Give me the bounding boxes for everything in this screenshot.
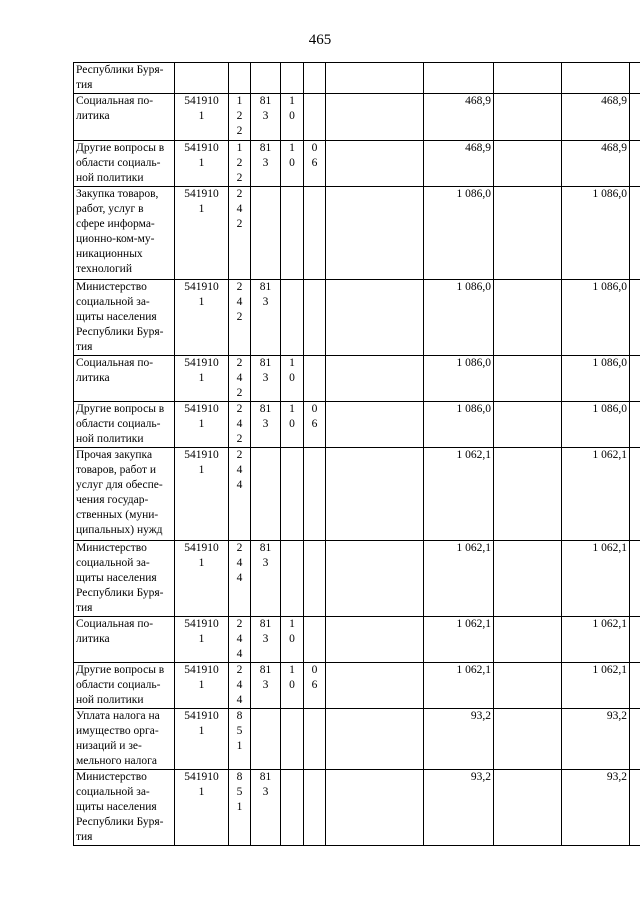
department-code (251, 187, 281, 280)
total-amount: 1 086,0 (424, 402, 494, 448)
subsection-code (304, 187, 326, 280)
empty-column (494, 709, 562, 770)
empty-column (630, 280, 640, 356)
target-article-code: 541910 1 (175, 770, 229, 846)
expense-type-code: 2 4 4 (229, 617, 251, 663)
empty-column (494, 448, 562, 541)
table-row (74, 617, 640, 663)
section-code (281, 187, 304, 280)
expense-type-code: 2 4 2 (229, 402, 251, 448)
empty-column (494, 280, 562, 356)
table-row (74, 709, 640, 770)
subsection-code (304, 280, 326, 356)
expense-type-code: 8 5 1 (229, 770, 251, 846)
table-row (74, 141, 640, 187)
target-article-code: 541910 1 (175, 448, 229, 541)
total-amount: 1 062,1 (424, 617, 494, 663)
target-article-code: 541910 1 (175, 402, 229, 448)
section-code: 1 0 (281, 663, 304, 709)
department-code: 81 3 (251, 617, 281, 663)
empty-column (326, 280, 424, 356)
empty-column (326, 541, 424, 617)
table-row (74, 356, 640, 402)
empty-column (494, 541, 562, 617)
total-amount: 1 086,0 (424, 280, 494, 356)
empty-column (326, 141, 424, 187)
section-code: 1 0 (281, 141, 304, 187)
table-row (74, 663, 640, 709)
amount: 1 086,0 (562, 402, 630, 448)
table-row (74, 448, 640, 541)
empty-column (326, 94, 424, 141)
total-amount: 468,9 (424, 141, 494, 187)
row-name: Социальная по- литика (74, 94, 175, 141)
amount: 1 086,0 (562, 280, 630, 356)
target-article-code: 541910 1 (175, 94, 229, 141)
empty-column (630, 770, 640, 846)
total-amount: 93,2 (424, 709, 494, 770)
section-code: 1 0 (281, 402, 304, 448)
total-amount: 1 086,0 (424, 187, 494, 280)
department-code: 81 3 (251, 541, 281, 617)
section-code: 1 0 (281, 617, 304, 663)
department-code: 81 3 (251, 280, 281, 356)
expense-type-code: 2 4 2 (229, 187, 251, 280)
amount: 1 086,0 (562, 356, 630, 402)
empty-column (494, 770, 562, 846)
department-code: 81 3 (251, 663, 281, 709)
target-article-code (175, 63, 229, 94)
empty-column (494, 402, 562, 448)
section-code (281, 770, 304, 846)
amount: 468,9 (562, 141, 630, 187)
expense-type-code: 2 4 2 (229, 356, 251, 402)
empty-column (630, 356, 640, 402)
empty-column (494, 356, 562, 402)
department-code: 81 3 (251, 141, 281, 187)
total-amount: 1 062,1 (424, 448, 494, 541)
subsection-code (304, 770, 326, 846)
empty-column (326, 709, 424, 770)
table-row (74, 541, 640, 617)
total-amount: 468,9 (424, 94, 494, 141)
empty-column (326, 402, 424, 448)
empty-column (630, 709, 640, 770)
department-code: 81 3 (251, 770, 281, 846)
department-code: 81 3 (251, 402, 281, 448)
empty-column (494, 94, 562, 141)
target-article-code: 541910 1 (175, 187, 229, 280)
row-name: Прочая закупка товаров, работ и услуг для обеспе- чения государ- ственных (муни- ципальных) нужд (74, 448, 175, 541)
section-code (281, 541, 304, 617)
subsection-code (304, 63, 326, 94)
department-code (251, 63, 281, 94)
empty-column (630, 541, 640, 617)
row-name: Уплата налога на имущество орга- низаций и зе- мельного налога (74, 709, 175, 770)
empty-column (630, 141, 640, 187)
empty-column (630, 187, 640, 280)
expense-type-code: 1 2 2 (229, 94, 251, 141)
amount: 468,9 (562, 94, 630, 141)
section-code: 1 0 (281, 356, 304, 402)
row-name: Другие вопросы в области социаль- ной политики (74, 141, 175, 187)
empty-column (494, 187, 562, 280)
empty-column (494, 617, 562, 663)
expense-type-code (229, 63, 251, 94)
row-name: Министерство социальной за- щиты населения Республики Буря- тия (74, 770, 175, 846)
empty-column (326, 663, 424, 709)
section-code (281, 709, 304, 770)
table-row (74, 280, 640, 356)
row-name: Социальная по- литика (74, 617, 175, 663)
amount: 1 086,0 (562, 187, 630, 280)
amount (562, 63, 630, 94)
subsection-code (304, 94, 326, 141)
empty-column (630, 94, 640, 141)
expense-type-code: 2 4 4 (229, 541, 251, 617)
amount: 93,2 (562, 709, 630, 770)
empty-column (494, 663, 562, 709)
empty-column (630, 402, 640, 448)
total-amount: 1 062,1 (424, 541, 494, 617)
row-name: Закупка товаров, работ, услуг в сфере информа- ционно-ком-му- никационных технологий (74, 187, 175, 280)
department-code (251, 448, 281, 541)
amount: 93,2 (562, 770, 630, 846)
empty-column (326, 448, 424, 541)
section-code (281, 63, 304, 94)
department-code: 81 3 (251, 356, 281, 402)
section-code (281, 448, 304, 541)
total-amount (424, 63, 494, 94)
empty-column (326, 356, 424, 402)
subsection-code (304, 541, 326, 617)
row-name: Министерство социальной за- щиты населения Республики Буря- тия (74, 541, 175, 617)
empty-column (494, 141, 562, 187)
amount: 1 062,1 (562, 448, 630, 541)
subsection-code: 0 6 (304, 402, 326, 448)
subsection-code: 0 6 (304, 141, 326, 187)
row-name: Социальная по- литика (74, 356, 175, 402)
page-number: 465 (308, 32, 332, 48)
target-article-code: 541910 1 (175, 663, 229, 709)
subsection-code (304, 617, 326, 663)
amount: 1 062,1 (562, 663, 630, 709)
expense-type-code: 8 5 1 (229, 709, 251, 770)
empty-column (326, 187, 424, 280)
empty-column (630, 663, 640, 709)
budget-table (73, 62, 640, 846)
empty-column (494, 63, 562, 94)
expense-type-code: 2 4 2 (229, 280, 251, 356)
table-row (74, 187, 640, 280)
table-row (74, 94, 640, 141)
target-article-code: 541910 1 (175, 709, 229, 770)
target-article-code: 541910 1 (175, 541, 229, 617)
row-name: Другие вопросы в области социаль- ной политики (74, 663, 175, 709)
table-body (74, 63, 640, 846)
empty-column (630, 448, 640, 541)
amount: 1 062,1 (562, 617, 630, 663)
empty-column (326, 63, 424, 94)
target-article-code: 541910 1 (175, 280, 229, 356)
target-article-code: 541910 1 (175, 356, 229, 402)
department-code: 81 3 (251, 94, 281, 141)
expense-type-code: 2 4 4 (229, 448, 251, 541)
subsection-code (304, 709, 326, 770)
table-row (74, 402, 640, 448)
total-amount: 1 086,0 (424, 356, 494, 402)
section-code (281, 280, 304, 356)
target-article-code: 541910 1 (175, 617, 229, 663)
section-code: 1 0 (281, 94, 304, 141)
target-article-code: 541910 1 (175, 141, 229, 187)
row-name: Министерство социальной за- щиты населения Республики Буря- тия (74, 280, 175, 356)
expense-type-code: 1 2 2 (229, 141, 251, 187)
subsection-code: 0 6 (304, 663, 326, 709)
expense-type-code: 2 4 4 (229, 663, 251, 709)
department-code (251, 709, 281, 770)
row-name: Другие вопросы в области социаль- ной политики (74, 402, 175, 448)
empty-column (630, 63, 640, 94)
subsection-code (304, 356, 326, 402)
total-amount: 93,2 (424, 770, 494, 846)
empty-column (326, 770, 424, 846)
table-row (74, 63, 640, 94)
total-amount: 1 062,1 (424, 663, 494, 709)
table-row (74, 770, 640, 846)
empty-column (630, 617, 640, 663)
amount: 1 062,1 (562, 541, 630, 617)
subsection-code (304, 448, 326, 541)
row-name: Республики Буря- тия (74, 63, 175, 94)
empty-column (326, 617, 424, 663)
